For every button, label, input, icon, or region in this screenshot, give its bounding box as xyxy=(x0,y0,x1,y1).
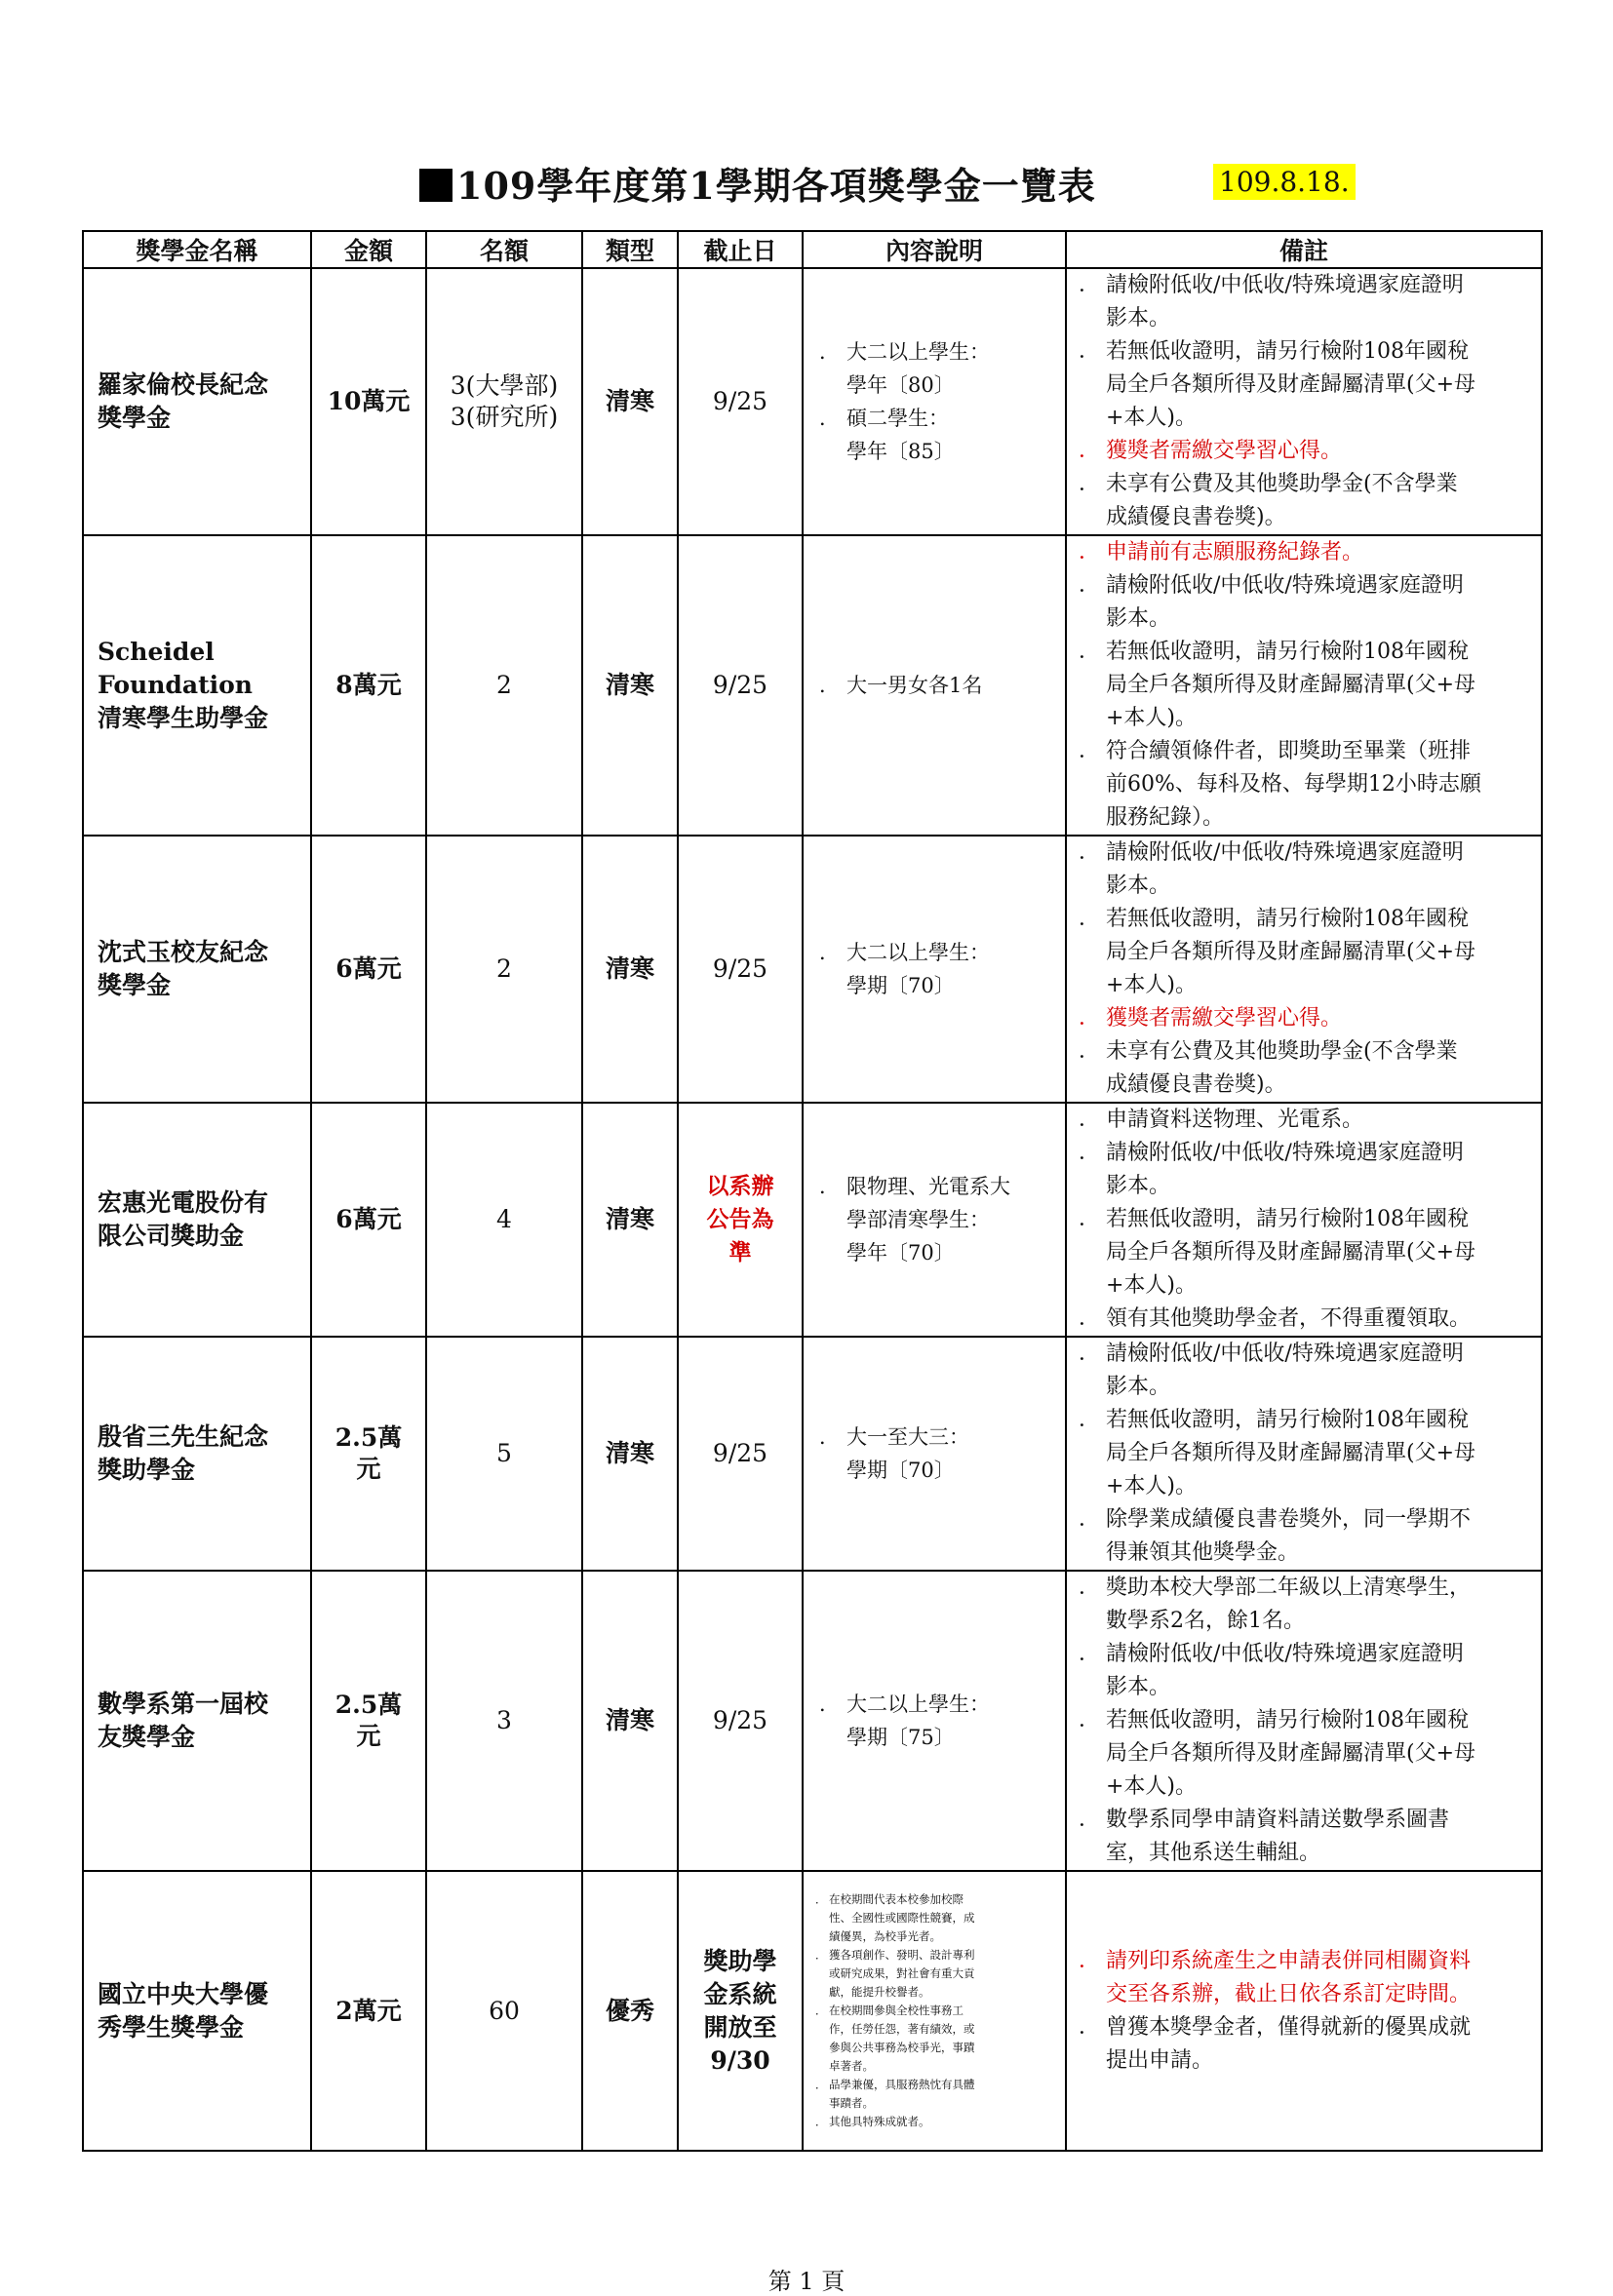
deadline-cell xyxy=(678,1871,803,2151)
amount-cell xyxy=(311,1337,426,1571)
list-item-line: 室，其他系送生輔組。 xyxy=(1106,1841,1321,1865)
list-item-line: 學年〔80〕 xyxy=(846,373,955,397)
description-cell xyxy=(803,1871,1066,2151)
quota-line: 4 xyxy=(496,1205,512,1233)
list-item xyxy=(1077,2011,1531,2078)
list-item-line: 領有其他獎助學金者，不得重覆領取。 xyxy=(1106,1306,1472,1331)
list-item xyxy=(1077,269,1531,335)
list-item xyxy=(815,1946,1061,2002)
list-item-line: 參與公共事務為校爭光，事蹟 xyxy=(829,2041,975,2054)
list-item-line: 作，任勞任怨，著有績效，或 xyxy=(829,2022,975,2036)
list-item-line: 局全戶各類所得及財產歸屬清單(父+母 xyxy=(1106,673,1476,697)
list-item xyxy=(1077,1404,1531,1503)
description-cell xyxy=(803,268,1066,535)
amount-cell xyxy=(311,836,426,1103)
document-date: 109.8.18. xyxy=(1213,164,1356,200)
bullet-icon: ． xyxy=(1079,840,1101,865)
list-item-line: 獲獎者需繳交學習心得。 xyxy=(1106,439,1343,463)
amount-cell xyxy=(311,535,426,836)
col-header-type: 類型 xyxy=(582,231,678,268)
list-item-line: 學年〔70〕 xyxy=(846,1241,955,1265)
list-item xyxy=(1077,569,1531,636)
deadline-line: 開放至 xyxy=(703,2012,777,2042)
list-item-line: 大一至大三： xyxy=(846,1425,969,1449)
bullet-icon: ． xyxy=(1079,1408,1101,1432)
list-item xyxy=(817,402,1059,468)
list-item-line: 請檢附低收/中低收/特殊境遇家庭證明 xyxy=(1106,273,1464,297)
deadline-line: 公告為 xyxy=(706,1206,774,1232)
scholarship-name-line: 清寒學生助學金 xyxy=(98,704,269,732)
bullet-icon: ． xyxy=(1079,1342,1101,1366)
bullet-icon: ． xyxy=(819,340,840,364)
list-item-line: 大一男女各1名 xyxy=(846,674,983,697)
amount-line: 2.5萬 xyxy=(334,1691,403,1719)
bullet-icon: ． xyxy=(815,2115,827,2128)
bullet-icon: ． xyxy=(1079,1708,1101,1732)
bullet-icon: ． xyxy=(1079,439,1101,463)
list-item-line: 請檢附低收/中低收/特殊境遇家庭證明 xyxy=(1106,1342,1464,1366)
list-item-line: 局全戶各類所得及財產歸屬清單(父+母 xyxy=(1106,1441,1476,1465)
amount-cell xyxy=(311,268,426,535)
list-item-line: 在校期間代表本校參加校際 xyxy=(829,1892,964,1906)
list-item xyxy=(1077,1338,1531,1404)
bullet-icon: ． xyxy=(1079,1108,1101,1132)
list-item xyxy=(1077,1002,1531,1035)
deadline-line: 9/25 xyxy=(712,1439,768,1467)
list-item-line: 局全戶各類所得及財產歸屬清單(父+母 xyxy=(1106,1741,1476,1766)
table-row xyxy=(83,836,1542,1103)
list-item-line: 卓著者。 xyxy=(829,2059,874,2073)
scholarship-name xyxy=(83,836,311,1103)
list-item-line: 若無低收證明，請另行檢附108年國稅 xyxy=(1106,1408,1469,1432)
description-cell xyxy=(803,535,1066,836)
scholarship-name xyxy=(83,1337,311,1571)
list-item-line: 學期〔70〕 xyxy=(846,1459,955,1482)
list-item-line: 獲各項創作、發明、設計專利 xyxy=(829,1948,975,1962)
quota-cell xyxy=(426,535,582,836)
amount-line: 2萬元 xyxy=(335,1996,402,2025)
list-item xyxy=(1077,1203,1531,1303)
bullet-icon: ． xyxy=(819,674,840,697)
bullet-icon: ． xyxy=(1079,1507,1101,1532)
list-item-line: 其他具特殊成就者。 xyxy=(829,2115,930,2128)
list-item-line: 申請前有志願服務紀錄者。 xyxy=(1106,540,1364,564)
list-item-line: 請列印系統產生之申請表併同相關資料 xyxy=(1106,1948,1472,1973)
bullet-icon: ． xyxy=(1079,1808,1101,1832)
list-item xyxy=(1077,1804,1531,1870)
list-item-line: 品學兼優，具服務熱忱有具體 xyxy=(829,2078,975,2091)
bullet-icon: ． xyxy=(1079,573,1101,598)
bullet-icon: ． xyxy=(815,1948,827,1962)
type-cell: 清寒 xyxy=(582,1337,678,1571)
list-item xyxy=(817,335,1059,402)
col-header-notes: 備註 xyxy=(1066,231,1542,268)
deadline-line: 獎助學 xyxy=(703,1946,777,1975)
notes-cell xyxy=(1066,1103,1542,1337)
amount-cell xyxy=(311,1871,426,2151)
black-square-icon xyxy=(419,169,452,202)
scholarship-name-line: 秀學生獎學金 xyxy=(98,2012,245,2042)
list-item-line: 請檢附低收/中低收/特殊境遇家庭證明 xyxy=(1106,1642,1464,1666)
scholarship-name-line: 羅家倫校長紀念 xyxy=(98,370,269,399)
list-item-line: 前60%、每科及格、每學期12小時志願 xyxy=(1106,772,1481,797)
list-item-line: 獻，能提升校譽者。 xyxy=(829,1985,930,1999)
list-item-line: +本人)。 xyxy=(1106,1273,1198,1298)
list-item-line: 局全戶各類所得及財產歸屬清單(父+母 xyxy=(1106,372,1476,397)
quota-cell xyxy=(426,1571,582,1871)
list-item-line: 請檢附低收/中低收/特殊境遇家庭證明 xyxy=(1106,573,1464,598)
list-item-line: 服務紀錄）。 xyxy=(1106,805,1225,830)
quota-line: 60 xyxy=(489,1996,520,2025)
scholarship-name-line: Scheidel xyxy=(98,638,215,666)
list-item-line: 請檢附低收/中低收/特殊境遇家庭證明 xyxy=(1106,840,1464,865)
amount-line: 6萬元 xyxy=(335,1205,402,1233)
bullet-icon: ． xyxy=(815,1892,827,1906)
list-item xyxy=(1077,1303,1531,1336)
amount-line: 元 xyxy=(356,1455,381,1483)
quota-cell xyxy=(426,268,582,535)
deadline-cell xyxy=(678,535,803,836)
bullet-icon: ． xyxy=(1079,1039,1101,1064)
table-row xyxy=(83,1571,1542,1871)
bullet-icon: ． xyxy=(1079,907,1101,931)
quota-line: 2 xyxy=(496,954,512,983)
list-item-line: +本人)。 xyxy=(1106,973,1198,997)
list-item-line: 申請資料送物理、光電系。 xyxy=(1106,1108,1364,1132)
col-header-name: 獎學金名稱 xyxy=(83,231,311,268)
amount-line: 6萬元 xyxy=(335,954,402,983)
page-title xyxy=(419,156,1096,210)
list-item-line: 若無低收證明，請另行檢附108年國稅 xyxy=(1106,339,1469,364)
list-item-line: 影本。 xyxy=(1106,874,1171,898)
list-item-line: 事蹟者。 xyxy=(829,2096,874,2110)
type-cell: 清寒 xyxy=(582,535,678,836)
deadline-cell xyxy=(678,1571,803,1871)
list-item-line: 影本。 xyxy=(1106,1675,1171,1699)
list-item xyxy=(1077,1704,1531,1804)
list-item-line: 限物理、光電系大 xyxy=(846,1175,1010,1198)
scholarship-name-line: 宏惠光電股份有 xyxy=(98,1188,269,1217)
scholarship-name-line: 獎學金 xyxy=(98,971,172,999)
notes-cell xyxy=(1066,1571,1542,1871)
scholarship-name xyxy=(83,1103,311,1337)
bullet-icon: ． xyxy=(1079,540,1101,564)
amount-line: 2.5萬 xyxy=(334,1423,403,1452)
list-item-line: 影本。 xyxy=(1106,606,1171,631)
list-item xyxy=(1077,435,1531,468)
list-item xyxy=(817,936,1059,1002)
col-header-deadline: 截止日 xyxy=(678,231,803,268)
list-item-line: 局全戶各類所得及財產歸屬清單(父+母 xyxy=(1106,940,1476,964)
list-item-line: 成績優良書卷獎)。 xyxy=(1106,505,1286,529)
description-cell xyxy=(803,1337,1066,1571)
bullet-icon: ． xyxy=(1079,1576,1101,1600)
amount-cell xyxy=(311,1103,426,1337)
bullet-icon: ． xyxy=(815,2004,827,2017)
list-item xyxy=(1077,536,1531,569)
list-item-line: 若無低收證明，請另行檢附108年國稅 xyxy=(1106,1708,1469,1732)
scholarship-name xyxy=(83,1871,311,2151)
type-cell: 清寒 xyxy=(582,1103,678,1337)
list-item xyxy=(1077,1137,1531,1203)
table-row xyxy=(83,1337,1542,1571)
description-cell xyxy=(803,836,1066,1103)
list-item-line: 得兼領其他獎學金。 xyxy=(1106,1540,1300,1565)
description-cell xyxy=(803,1571,1066,1871)
list-item-line: 學期〔75〕 xyxy=(846,1726,955,1749)
scholarship-name-line: 獎學金 xyxy=(98,404,172,432)
bullet-icon: ． xyxy=(1079,1141,1101,1165)
title-text: 109學年度第1學期各項獎學金一覽表 xyxy=(456,164,1096,208)
bullet-icon: ． xyxy=(1079,1642,1101,1666)
list-item xyxy=(1077,1638,1531,1704)
list-item-line: 大二以上學生： xyxy=(846,340,990,364)
quota-line: 3(大學部) xyxy=(450,371,559,400)
list-item-line: +本人)。 xyxy=(1106,706,1198,730)
list-item xyxy=(1077,1035,1531,1102)
list-item xyxy=(1077,636,1531,735)
deadline-line: 金系統 xyxy=(703,1979,777,2008)
deadline-line: 9/25 xyxy=(712,671,768,699)
bullet-icon: ． xyxy=(819,1175,840,1198)
list-item-line: 成績優良書卷獎)。 xyxy=(1106,1072,1286,1097)
bullet-icon: ． xyxy=(819,407,840,430)
quota-cell xyxy=(426,1337,582,1571)
table-header-row xyxy=(83,231,1542,268)
scholarship-name-line: 獎助學金 xyxy=(98,1456,196,1484)
scholarship-name xyxy=(83,1571,311,1871)
deadline-cell xyxy=(678,836,803,1103)
col-header-quota: 名額 xyxy=(426,231,582,268)
deadline-line: 以系辦 xyxy=(706,1173,774,1199)
bullet-icon: ． xyxy=(1079,273,1101,297)
list-item xyxy=(1077,1945,1531,2011)
type-cell: 優秀 xyxy=(582,1871,678,2151)
list-item-line: 局全戶各類所得及財產歸屬清單(父+母 xyxy=(1106,1240,1476,1265)
description-cell xyxy=(803,1103,1066,1337)
bullet-icon: ． xyxy=(815,2078,827,2091)
scholarship-name xyxy=(83,535,311,836)
bullet-icon: ． xyxy=(1079,1948,1101,1973)
list-item-line: 符合續領條件者，即獎助至畢業（班排 xyxy=(1106,739,1472,763)
list-item xyxy=(817,1170,1059,1269)
list-item-line: 除學業成績優良書卷獎外，同一學期不 xyxy=(1106,1507,1472,1532)
list-item xyxy=(1077,1572,1531,1638)
bullet-icon: ． xyxy=(819,941,840,964)
list-item-line: 影本。 xyxy=(1106,1174,1171,1198)
deadline-cell xyxy=(678,1103,803,1337)
deadline-line: 準 xyxy=(728,1239,752,1265)
list-item-line: 在校期間參與全校性事務工 xyxy=(829,2004,964,2017)
quota-line: 3 xyxy=(496,1706,512,1734)
list-item xyxy=(1077,335,1531,435)
list-item-line: 若無低收證明，請另行檢附108年國稅 xyxy=(1106,907,1469,931)
type-cell: 清寒 xyxy=(582,1571,678,1871)
notes-cell xyxy=(1066,1871,1542,2151)
table-row xyxy=(83,535,1542,836)
bullet-icon: ． xyxy=(1079,1207,1101,1231)
list-item-line: 績優異，為校爭光者。 xyxy=(829,1929,941,1943)
list-item-line: 數學系2名，餘1名。 xyxy=(1106,1609,1305,1633)
deadline-line: 9/30 xyxy=(710,2045,770,2075)
list-item-line: 若無低收證明，請另行檢附108年國稅 xyxy=(1106,1207,1469,1231)
deadline-cell xyxy=(678,1337,803,1571)
list-item-line: 獎助本校大學部二年級以上清寒學生， xyxy=(1106,1576,1472,1600)
col-header-description: 內容說明 xyxy=(803,231,1066,268)
list-item-line: 碩二學生： xyxy=(846,407,949,430)
scholarship-table xyxy=(82,230,1543,2152)
list-item-line: +本人)。 xyxy=(1106,406,1198,430)
scholarship-name-line: 友獎學金 xyxy=(98,1723,196,1751)
list-item-line: +本人)。 xyxy=(1106,1774,1198,1799)
bullet-icon: ． xyxy=(1079,739,1101,763)
scholarship-name-line: 限公司獎助金 xyxy=(98,1222,245,1250)
list-item xyxy=(1077,468,1531,534)
quota-cell xyxy=(426,1103,582,1337)
page-number: 第 1 頁 xyxy=(767,2268,846,2295)
list-item-line: 未享有公費及其他獎助學金(不含學業 xyxy=(1106,472,1458,496)
list-item xyxy=(1077,735,1531,835)
notes-cell xyxy=(1066,268,1542,535)
list-item xyxy=(1077,837,1531,903)
scholarship-name-line: 殷省三先生紀念 xyxy=(98,1422,269,1451)
quota-line: 3(研究所) xyxy=(450,403,559,431)
list-item xyxy=(815,2113,1061,2131)
quota-line: 2 xyxy=(496,671,512,699)
list-item xyxy=(817,1420,1059,1487)
list-item-line: 影本。 xyxy=(1106,306,1171,331)
scholarship-name-line: 沈式玉校友紀念 xyxy=(98,938,269,966)
scholarship-name-line: 國立中央大學優 xyxy=(98,1979,269,2008)
amount-line: 8萬元 xyxy=(335,671,402,699)
list-item-line: 未享有公費及其他獎助學金(不含學業 xyxy=(1106,1039,1458,1064)
list-item-line: +本人)。 xyxy=(1106,1474,1198,1498)
col-header-amount: 金額 xyxy=(311,231,426,268)
list-item xyxy=(1077,903,1531,1002)
bullet-icon: ． xyxy=(1079,472,1101,496)
notes-cell xyxy=(1066,1337,1542,1571)
bullet-icon: ． xyxy=(819,1693,840,1716)
list-item-line: 性、全國性或國際性競賽，成 xyxy=(829,1911,975,1925)
table-row xyxy=(83,1871,1542,2151)
quota-cell xyxy=(426,1871,582,2151)
list-item xyxy=(1077,1503,1531,1570)
table-row xyxy=(83,268,1542,535)
bullet-icon: ． xyxy=(1079,2014,1101,2040)
list-item-line: 大二以上學生： xyxy=(846,1693,990,1716)
notes-cell xyxy=(1066,535,1542,836)
list-item-line: 獲獎者需繳交學習心得。 xyxy=(1106,1006,1343,1031)
deadline-line: 9/25 xyxy=(712,1706,768,1734)
amount-line: 元 xyxy=(356,1722,381,1750)
list-item-line: 學年〔85〕 xyxy=(846,440,955,463)
quota-line: 5 xyxy=(496,1439,512,1467)
list-item xyxy=(1077,1104,1531,1137)
list-item-line: 影本。 xyxy=(1106,1375,1171,1399)
list-item xyxy=(817,669,1059,702)
list-item-line: 若無低收證明，請另行檢附108年國稅 xyxy=(1106,640,1469,664)
bullet-icon: ． xyxy=(1079,640,1101,664)
deadline-line: 9/25 xyxy=(712,387,768,415)
notes-cell xyxy=(1066,836,1542,1103)
deadline-line: 9/25 xyxy=(712,954,768,983)
bullet-icon: ． xyxy=(1079,1006,1101,1031)
table-row xyxy=(83,1103,1542,1337)
list-item xyxy=(817,1688,1059,1754)
bullet-icon: ． xyxy=(1079,1306,1101,1331)
list-item-line: 數學系同學申請資料請送數學系圖書 xyxy=(1106,1808,1450,1832)
scholarship-name-line: 數學系第一屆校 xyxy=(98,1690,269,1718)
quota-cell xyxy=(426,836,582,1103)
list-item-line: 或研究成果，對社會有重大貢 xyxy=(829,1966,975,1980)
list-item-line: 學部清寒學生： xyxy=(846,1208,990,1231)
amount-line: 10萬元 xyxy=(327,387,411,415)
list-item-line: 曾獲本獎學金者，僅得就新的優異成就 xyxy=(1106,2014,1472,2040)
list-item-line: 交至各系辦，截止日依各系訂定時間。 xyxy=(1106,1981,1472,2006)
list-item-line: 大二以上學生： xyxy=(846,941,990,964)
type-cell: 清寒 xyxy=(582,268,678,535)
list-item xyxy=(815,1890,1061,1946)
amount-cell xyxy=(311,1571,426,1871)
list-item xyxy=(815,2076,1061,2113)
list-item xyxy=(815,2002,1061,2076)
title-row xyxy=(0,156,1613,214)
list-item-line: 學期〔70〕 xyxy=(846,974,955,997)
type-cell: 清寒 xyxy=(582,836,678,1103)
deadline-cell xyxy=(678,268,803,535)
scholarship-name-line: Foundation xyxy=(98,671,253,699)
bullet-icon: ． xyxy=(1079,339,1101,364)
list-item-line: 請檢附低收/中低收/特殊境遇家庭證明 xyxy=(1106,1141,1464,1165)
list-item-line: 提出申請。 xyxy=(1106,2047,1214,2073)
scholarship-name xyxy=(83,268,311,535)
bullet-icon: ． xyxy=(819,1425,840,1449)
